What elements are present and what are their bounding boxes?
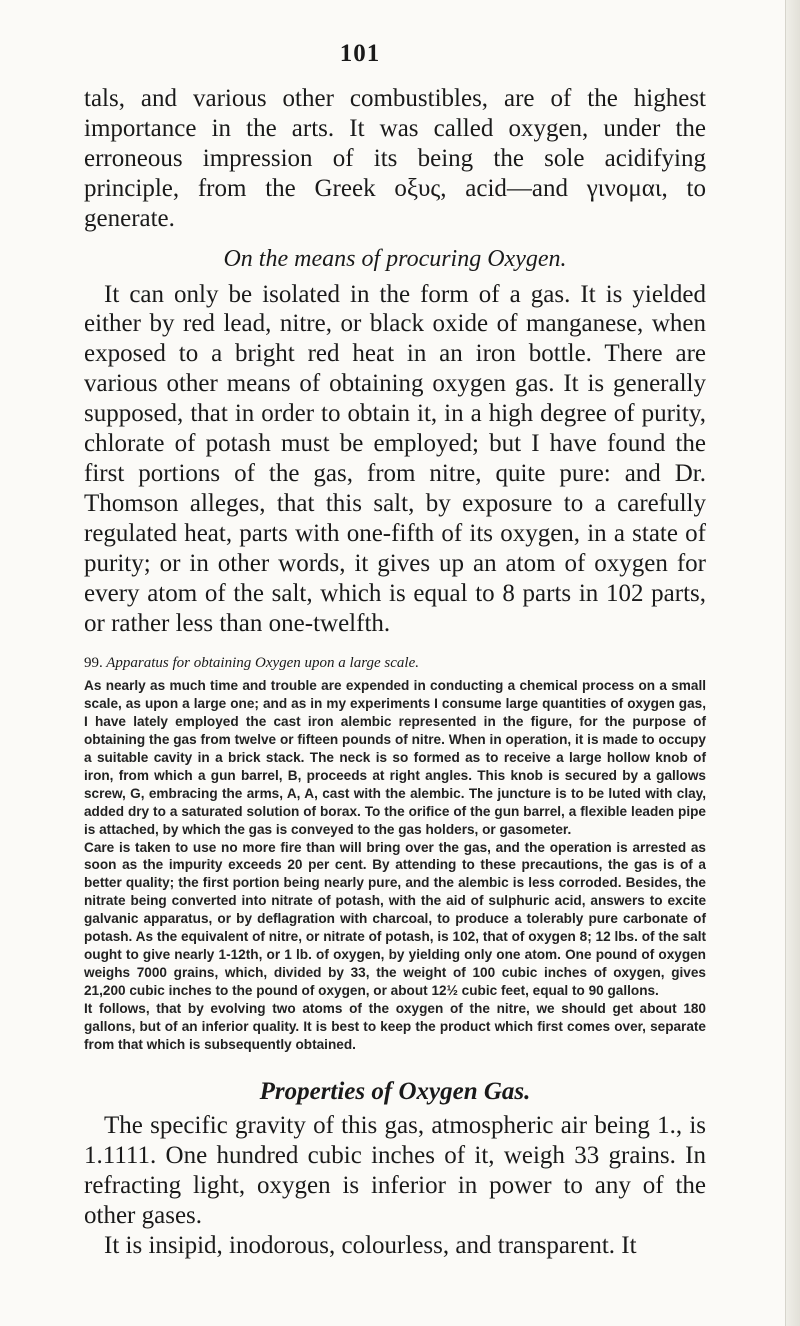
apparatus-title-text: Apparatus for obtaining Oxygen upon a large scale. [106,655,419,672]
apparatus-title [84,654,706,673]
page-number: 101 [339,40,381,67]
properties-paragraph-1: The specific gravity of this gas, atmospheric air being 1., is 1.1111. One hundred cubic inches of it, weigh 33 grains. In refracting light, oxygen is inferior in power to any of the other gases. [84,1112,706,1230]
apparatus-paragraph-2: Care is taken to use no more fire than will bring over the gas, and the operation is arrested as soon as the impurity exceeds 20 per cent. By attending to these precautions, the gas is of a better quality; the first portion being nearly pure, and the alembic is less corroded. Besides, the nitrate being converted into nitrate of potash, with the aid of sulphuric acid, answers to excite galvanic apparatus, or by deflagration with charcoal, to produce a tolerably pure carbonate of potash. As the equivalent of nitre, or nitrate of potash, is 102, that of oxygen 8; 12 lbs. of the salt ought to give nearly 1-12th, or 1 lb. of oxygen, by yielding only one atom. One pound of oxygen weighs 7000 grains, which, divided by 33, the weight of 100 cubic inches of oxygen, gives 21,200 cubic inches to the pound of oxygen, or about 12½ cubic feet, equal to 90 gallons. [84,839,706,998]
procuring-paragraph: It can only be isolated in the form of a gas. It is yielded either by red lead, nitre, or black oxide of manganese, when exposed to a bright red heat in an iron bottle. There are various other means of obtaining oxygen gas. It is generally supposed, that in order to obtain it, in a high degree of purity, chlorate of potash must be employed; but I have found the first portions of the gas, from nitre, quite pure: and Dr. Thomson alleges, that this salt, by exposure to a carefully regulated heat, parts with one-fifth of its oxygen, in a state of purity; or in other words, it gives up an atom of oxygen for every atom of the salt, which is equal to 8 parts in 102 parts, or rather less than one-twelfth. [84,280,706,637]
apparatus-number: 99. [84,655,103,672]
properties-paragraph-2: It is insipid, inodorous, colourless, and transparent. It [104,1232,637,1260]
section-heading-procuring: On the means of procuring Oxygen. [223,245,567,272]
page-edge [785,0,800,1326]
section-heading-properties: Properties of Oxygen Gas. [259,1078,531,1106]
apparatus-paragraph-3: It follows, that by evolving two atoms of the oxygen of the nitre, we should get about 180 gallons, but of an inferior quality. It is best to keep the product which first comes over, separate from that which is subsequently obtained. [84,1000,706,1052]
intro-paragraph: tals, and various other combustibles, are of the highest importance in the arts. It was called oxygen, under the erroneous impression of its being the sole acidifying principle, from the Greek οξυς, acid—and γινομαι, to generate. [84,85,706,232]
apparatus-paragraph-1: As nearly as much time and trouble are expended in conducting a chemical process on a small scale, as upon a large one; and as in my experiments I consume large quantities of oxygen gas, I have lately employed the cast iron alembic represented in the figure, for the purpose of obtaining the gas from twelve or fifteen pounds of nitre. When in operation, it is made to occupy a suitable cavity in a brick stack. The neck is so formed as to receive a large hollow knob of iron, from which a gun barrel, B, proceeds at right angles. This knob is secured by a gallows screw, G, embracing the arms, A, A, cast with the alembic. The juncture is to be luted with clay, added dry to a saturated solution of borax. To the orifice of the gun barrel, a flexible leaden pipe is attached, by which the gas is conveyed to the gas holders, or gasometer. [84,678,706,837]
text-column [84,84,706,1261]
